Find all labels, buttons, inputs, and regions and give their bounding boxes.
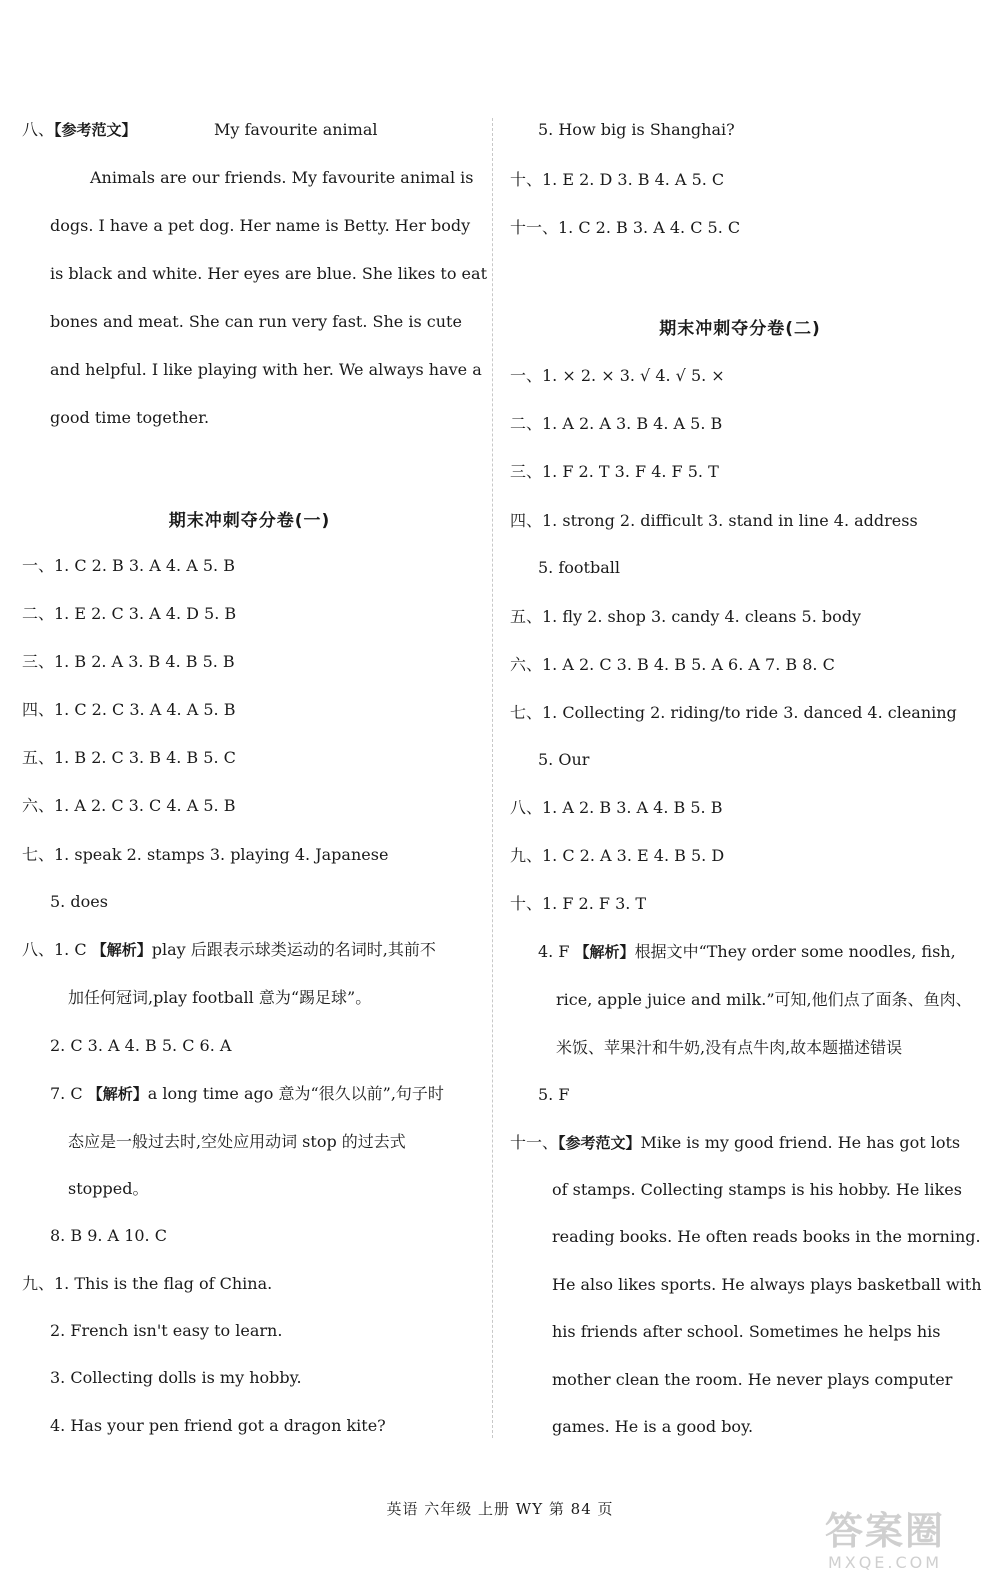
essay-line: Mike is my good friend. He has got lots <box>640 1133 961 1152</box>
essay-line: Animals are our friends. My favourite animal is <box>90 168 474 187</box>
watermark-logo <box>790 1509 980 1575</box>
essay-line: mother clean the room. He never plays computer <box>552 1370 953 1389</box>
essay-header <box>22 118 477 142</box>
answer-row-10-5: 5. F <box>538 1085 570 1104</box>
answer-row-2: 二、1. E 2. C 3. A 4. D 5. B <box>22 604 237 623</box>
essay-line: games. He is a good boy. <box>552 1417 754 1436</box>
column-divider <box>492 118 493 1438</box>
answer-prefix: 八、1. C <box>22 940 92 959</box>
analysis-text: 根据文中“They order some noodles, fish, <box>634 942 956 961</box>
answer-row-7-cont: 5. does <box>50 892 108 911</box>
answer-prefix: 7. C <box>50 1084 88 1103</box>
analysis-cont: stopped。 <box>68 1179 149 1198</box>
answer-row-8-8: 8. B 9. A 10. C <box>50 1226 167 1245</box>
essay-line: and helpful. I like playing with her. We always have a <box>50 360 482 379</box>
answer-row-1: 一、1. × 2. × 3. √ 4. √ 5. × <box>510 366 725 385</box>
answer-row-5: 五、1. B 2. C 3. B 4. B 5. C <box>22 748 236 767</box>
answer-row-3: 三、1. F 2. T 3. F 4. F 5. T <box>510 462 719 481</box>
essay-line: of stamps. Collecting stamps is his hobby. He likes <box>552 1180 962 1199</box>
answer-row-2: 二、1. A 2. A 3. B 4. A 5. B <box>510 414 723 433</box>
answer-row-5-cont: 5. How big is Shanghai? <box>538 120 735 139</box>
answer-row-10: 十、1. F 2. F 3. T <box>510 894 647 913</box>
answer-row-1: 一、1. C 2. B 3. A 4. A 5. B <box>22 556 235 575</box>
essay-line: dogs. I have a pet dog. Her name is Betty. Her body <box>50 216 471 235</box>
answer-row-4: 四、1. strong 2. difficult 3. stand in line 4. address <box>510 511 918 530</box>
essay-line: is black and white. Her eyes are blue. She likes to eat <box>50 264 487 283</box>
answer-row-11: 十一、1. C 2. B 3. A 4. C 5. C <box>510 218 741 237</box>
analysis-text: a long time ago 意为“很久以前”,句子时 <box>147 1084 444 1103</box>
answer-row-9-2: 2. French isn't easy to learn. <box>50 1321 283 1340</box>
essay-header <box>510 1131 970 1155</box>
answer-row-6: 六、1. A 2. C 3. C 4. A 5. B <box>22 796 236 815</box>
reference-tag: 【参考范文】 <box>54 121 137 139</box>
answer-row-9-4: 4. Has your pen friend got a dragon kite? <box>50 1416 386 1435</box>
watermark-url: MXQE.COM <box>827 1553 943 1572</box>
answer-prefix: 4. F <box>538 942 575 961</box>
answer-row-4-cont: 5. football <box>538 558 620 577</box>
answer-row-8-2: 2. C 3. A 4. B 5. C 6. A <box>50 1036 232 1055</box>
answer-row-4: 四、1. C 2. C 3. A 4. A 5. B <box>22 700 236 719</box>
analysis-cont: 米饭、苹果汁和牛奶,没有点牛肉,故本题描述错误 <box>556 1038 903 1057</box>
essay-line: good time together. <box>50 408 210 427</box>
analysis-cont: 态应是一般过去时,空处应用动词 stop 的过去式 <box>68 1132 406 1151</box>
answer-row-5: 五、1. fly 2. shop 3. candy 4. cleans 5. body <box>510 607 862 626</box>
section-number: 八、 <box>22 120 55 139</box>
answer-row-8-7 <box>22 1082 477 1106</box>
answer-row-7: 七、1. speak 2. stamps 3. playing 4. Japanese <box>22 845 389 864</box>
analysis-tag: 【解析】 <box>574 943 635 961</box>
answer-row-8 <box>22 938 477 962</box>
analysis-tag: 【解析】 <box>87 1085 148 1103</box>
answer-row-9: 九、1. C 2. A 3. E 4. B 5. D <box>510 846 725 865</box>
essay-line: his friends after school. Sometimes he helps his <box>552 1322 941 1341</box>
analysis-tag: 【解析】 <box>91 941 152 959</box>
answer-row-10: 十、1. E 2. D 3. B 4. A 5. C <box>510 170 725 189</box>
section-title-exam-2: 期末冲刺夺分卷(二) <box>659 319 821 339</box>
analysis-cont: 加任何冠词,play football 意为“踢足球”。 <box>68 988 372 1007</box>
analysis-cont: rice, apple juice and milk.”可知,他们点了面条、鱼肉、 <box>556 990 972 1009</box>
answer-row-7: 七、1. Collecting 2. riding/to ride 3. danced 4. cleaning <box>510 703 957 722</box>
essay-line: He also likes sports. He always plays basketball with <box>552 1275 982 1294</box>
answer-row-10-4 <box>510 940 970 964</box>
answer-row-3: 三、1. B 2. A 3. B 4. B 5. B <box>22 652 235 671</box>
analysis-text: play 后跟表示球类运动的名词时,其前不 <box>151 940 436 959</box>
essay-title: My favourite animal <box>214 120 378 139</box>
answer-row-9-3: 3. Collecting dolls is my hobby. <box>50 1368 302 1387</box>
essay-line: bones and meat. She can run very fast. She is cute <box>50 312 462 331</box>
answer-row-9-1: 九、1. This is the flag of China. <box>22 1274 273 1293</box>
reference-tag: 【参考范文】 <box>558 1134 641 1152</box>
section-number: 十一、 <box>510 1133 559 1152</box>
answer-row-8: 八、1. A 2. B 3. A 4. B 5. B <box>510 798 723 817</box>
answer-row-6: 六、1. A 2. C 3. B 4. B 5. A 6. A 7. B 8. C <box>510 655 835 674</box>
answer-row-7-cont: 5. Our <box>538 750 590 769</box>
page-footer: 英语 六年级 上册 WY 第 84 页 <box>386 1500 614 1518</box>
watermark-text: 答案圈 <box>824 1509 945 1553</box>
section-title-exam-1: 期末冲刺夺分卷(一) <box>168 511 331 531</box>
essay-line: reading books. He often reads books in the morning. <box>552 1227 981 1246</box>
